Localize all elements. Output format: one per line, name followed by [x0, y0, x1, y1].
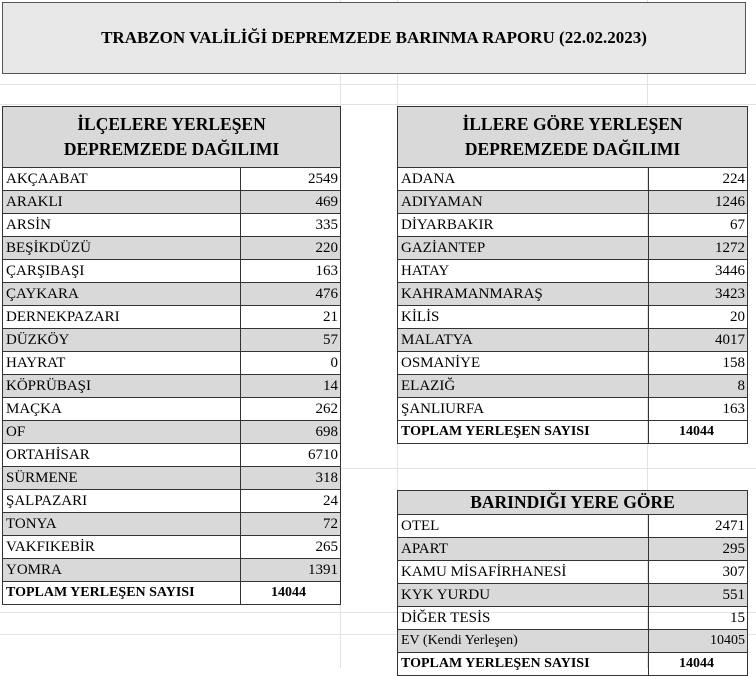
row-value: 2471	[715, 518, 745, 534]
row-value: 698	[315, 424, 338, 440]
row-value: 1246	[715, 194, 745, 210]
row-value: 469	[315, 194, 338, 210]
table-row	[2, 559, 341, 582]
table-row	[2, 191, 341, 214]
row-name: TONYA	[3, 513, 241, 535]
row-name: ADANA	[398, 168, 649, 190]
row-name: ELAZIĞ	[398, 375, 649, 397]
table-row	[397, 538, 748, 561]
row-value: 318	[315, 470, 338, 486]
table-row	[397, 260, 748, 283]
row-value: 72	[323, 516, 338, 532]
row-value: 57	[323, 332, 338, 348]
row-name: DİYARBAKIR	[398, 214, 649, 236]
row-name: ARSİN	[3, 214, 241, 236]
row-name: MALATYA	[398, 329, 649, 351]
province-total-value: 14044	[679, 424, 714, 439]
row-name: ŞALPAZARI	[3, 490, 241, 512]
row-name: KÖPRÜBAŞI	[3, 375, 241, 397]
row-value: 224	[722, 171, 745, 187]
table-row	[2, 421, 341, 444]
row-name: EV (Kendi Yerleşen)	[398, 630, 649, 652]
table-row	[2, 306, 341, 329]
district-rows	[2, 168, 341, 582]
table-row	[397, 283, 748, 306]
row-value: 295	[722, 541, 745, 557]
row-value: 24	[323, 493, 338, 509]
row-name: AKÇAABAT	[3, 168, 241, 190]
row-name: ÇARŞIBAŞI	[3, 260, 241, 282]
row-value: 335	[315, 217, 338, 233]
table-row	[2, 283, 341, 306]
row-name: OSMANİYE	[398, 352, 649, 374]
district-heading-line2: DEPREMZEDE DAĞILIMI	[63, 139, 280, 159]
row-value: 20	[730, 309, 745, 325]
row-name: ŞANLIURFA	[398, 398, 649, 420]
row-value: 21	[323, 309, 338, 325]
row-value: 8	[737, 378, 745, 394]
table-row	[397, 168, 748, 191]
province-rows	[397, 168, 748, 421]
row-value: 307	[722, 564, 745, 580]
report-title	[2, 2, 746, 74]
row-name: SÜRMENE	[3, 467, 241, 489]
district-table-heading	[2, 106, 341, 168]
table-row	[397, 352, 748, 375]
row-name: KİLİS	[398, 306, 649, 328]
table-row	[397, 584, 748, 607]
row-name: ADIYAMAN	[398, 191, 649, 213]
province-total-row	[397, 421, 748, 444]
province-table-heading	[397, 106, 748, 168]
table-row	[397, 191, 748, 214]
row-name: MAÇKA	[3, 398, 241, 420]
table-row	[397, 630, 748, 653]
table-row	[397, 237, 748, 260]
province-total-label: TOPLAM YERLEŞEN SAYISI	[398, 421, 649, 443]
row-value: 1272	[715, 240, 745, 256]
grid-line	[0, 84, 756, 85]
table-row	[2, 536, 341, 559]
shelter-total-row	[397, 653, 748, 676]
table-row	[2, 444, 341, 467]
row-name: OTEL	[398, 515, 649, 537]
province-table	[397, 106, 748, 444]
row-name: DİĞER TESİS	[398, 607, 649, 629]
row-value: 0	[330, 355, 338, 371]
shelter-total-value: 14044	[679, 656, 714, 671]
shelter-table-heading	[397, 490, 748, 515]
table-row	[397, 214, 748, 237]
table-row	[397, 329, 748, 352]
row-name: KAMU MİSAFİRHANESİ	[398, 561, 649, 583]
table-row	[397, 398, 748, 421]
row-name: YOMRA	[3, 559, 241, 581]
table-row	[2, 352, 341, 375]
table-row	[2, 467, 341, 490]
district-total-label: TOPLAM YERLEŞEN SAYISI	[3, 582, 241, 604]
row-value: 4017	[715, 332, 745, 348]
row-value: 2549	[308, 171, 338, 187]
row-value: 14	[323, 378, 338, 394]
row-name: KAHRAMANMARAŞ	[398, 283, 649, 305]
row-value: 158	[722, 355, 745, 371]
shelter-rows	[397, 515, 748, 653]
table-row	[2, 329, 341, 352]
report-title-text: TRABZON VALİLİĞİ DEPREMZEDE BARINMA RAPORU (22.02.2023)	[101, 28, 647, 47]
row-value: 6710	[308, 447, 338, 463]
row-name: GAZİANTEP	[398, 237, 649, 259]
district-total-value: 14044	[271, 585, 306, 600]
row-name: KYK YURDU	[398, 584, 649, 606]
row-value: 220	[315, 240, 338, 256]
table-row	[397, 515, 748, 538]
row-name: ARAKLI	[3, 191, 241, 213]
row-name: DÜZKÖY	[3, 329, 241, 351]
table-row	[2, 237, 341, 260]
row-value: 67	[730, 217, 745, 233]
province-heading-line2: DEPREMZEDE DAĞILIMI	[464, 139, 681, 159]
table-row	[2, 490, 341, 513]
table-row	[397, 607, 748, 630]
row-name: ORTAHİSAR	[3, 444, 241, 466]
district-heading-line1: İLÇELERE YERLEŞEN	[77, 114, 266, 134]
district-table	[2, 106, 341, 605]
row-value: 265	[315, 539, 338, 555]
row-value: 262	[315, 401, 338, 417]
row-name: OF	[3, 421, 241, 443]
shelter-table	[397, 490, 748, 676]
row-value: 10405	[710, 633, 745, 648]
table-row	[2, 260, 341, 283]
row-name: BEŞİKDÜZÜ	[3, 237, 241, 259]
row-name: HATAY	[398, 260, 649, 282]
row-value: 551	[722, 587, 745, 603]
table-row	[397, 306, 748, 329]
row-name: APART	[398, 538, 649, 560]
row-value: 476	[315, 286, 338, 302]
table-row	[2, 214, 341, 237]
row-value: 3446	[715, 263, 745, 279]
row-name: VAKFIKEBİR	[3, 536, 241, 558]
row-value: 163	[315, 263, 338, 279]
row-name: HAYRAT	[3, 352, 241, 374]
table-row	[2, 513, 341, 536]
province-heading-line1: İLLERE GÖRE YERLEŞEN	[462, 114, 683, 134]
row-name: DERNEKPAZARI	[3, 306, 241, 328]
table-row	[397, 561, 748, 584]
grid-line	[0, 104, 756, 105]
row-value: 1391	[308, 562, 338, 578]
table-row	[2, 168, 341, 191]
shelter-total-label: TOPLAM YERLEŞEN SAYISI	[398, 653, 649, 675]
row-value: 3423	[715, 286, 745, 302]
table-row	[2, 375, 341, 398]
row-value: 163	[722, 401, 745, 417]
district-total-row	[2, 582, 341, 605]
table-row	[2, 398, 341, 421]
row-name: ÇAYKARA	[3, 283, 241, 305]
row-value: 15	[730, 610, 745, 626]
shelter-heading: BARINDIĞI YERE GÖRE	[470, 492, 675, 512]
table-row	[397, 375, 748, 398]
